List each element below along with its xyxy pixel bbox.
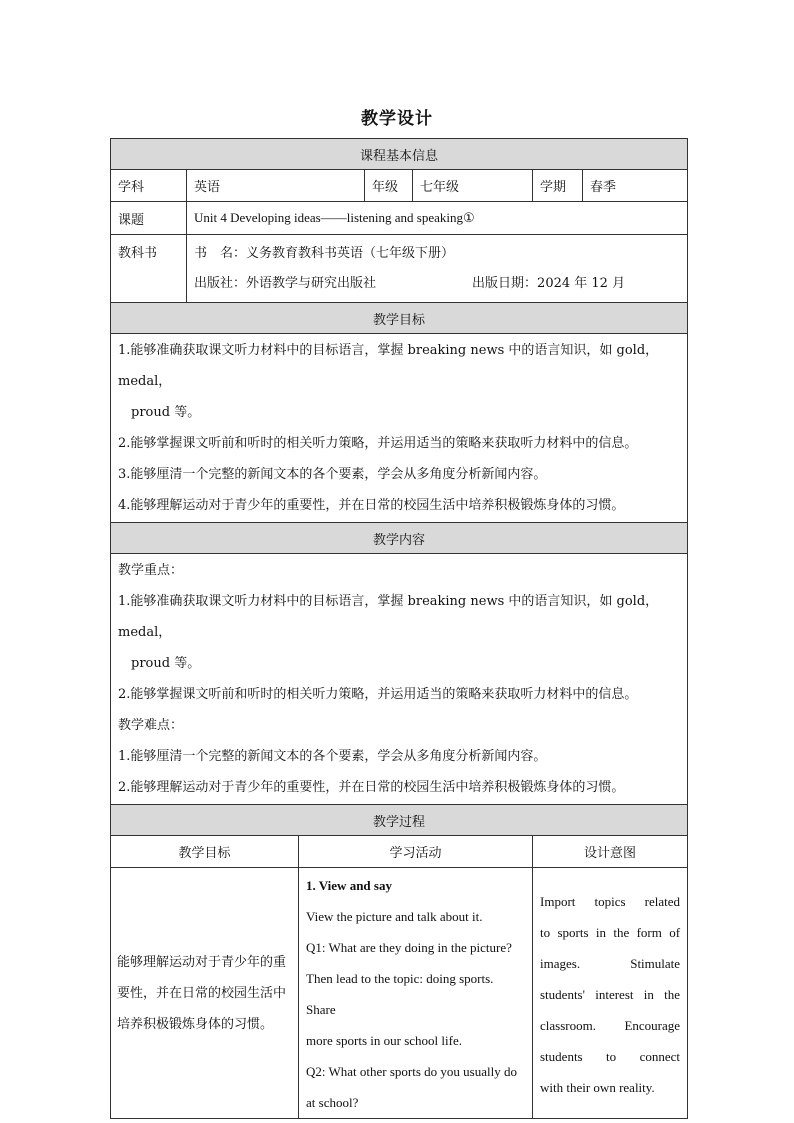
objective-item-cont: proud 等。 bbox=[131, 405, 201, 420]
publisher: 外语教学与研究出版社 bbox=[246, 275, 377, 291]
intent-line: students to connect bbox=[540, 1048, 681, 1064]
difficult-point-item: 1.能够厘清一个完整的新闻文本的各个要素，学会从多角度分析新闻内容。 bbox=[118, 749, 547, 764]
activity-line: View the picture and talk about it. bbox=[306, 909, 483, 924]
textbook-info bbox=[187, 235, 688, 303]
section-header-objectives: 教学目标 bbox=[111, 303, 688, 334]
process-col-activity: 学习活动 bbox=[299, 836, 533, 868]
publisher-line bbox=[194, 269, 680, 299]
difficult-point-item: 2.能够理解运动对于青少年的重要性，并在日常的校园生活中培养积极锻炼身体的习惯。 bbox=[118, 780, 625, 795]
intent-line: to sports in the form of bbox=[540, 924, 681, 940]
objective-item: 1.能够准确获取课文听力材料中的目标语言，掌握 breaking news 中的语言知识，如 gold，medal， bbox=[118, 343, 659, 389]
activity-line: Then lead to the topic: doing sports. Share bbox=[306, 971, 494, 1017]
content-block bbox=[111, 554, 688, 805]
textbook-label: 教科书 bbox=[111, 235, 187, 303]
grade-label: 年级 bbox=[365, 170, 413, 202]
activity-line: Q1: What are they doing in the picture? bbox=[306, 940, 512, 955]
term-value: 春季 bbox=[583, 170, 688, 202]
topic-value: Unit 4 Developing ideas——listening and speaking① bbox=[187, 202, 688, 235]
process-goal-text: 能够理解运动对于青少年的重要性，并在日常的校园生活中培养积极锻炼身体的习惯。 bbox=[111, 868, 299, 1119]
intent-line: classroom. Encourage bbox=[540, 1017, 681, 1033]
intent-line: with their own reality. bbox=[540, 1079, 655, 1095]
section-header-content: 教学内容 bbox=[111, 523, 688, 554]
section-header-basic-info: 课程基本信息 bbox=[111, 139, 688, 170]
book-name-line bbox=[194, 239, 680, 269]
process-col-intent: 设计意图 bbox=[533, 836, 688, 868]
topic-label: 课题 bbox=[111, 202, 187, 235]
lesson-plan-table bbox=[110, 138, 688, 1119]
process-intent bbox=[533, 868, 688, 1119]
section-header-process: 教学过程 bbox=[111, 805, 688, 836]
objective-item: 3.能够厘清一个完整的新闻文本的各个要素，学会从多角度分析新闻内容。 bbox=[118, 467, 547, 482]
objective-item: 4.能够理解运动对于青少年的重要性，并在日常的校园生活中培养积极锻炼身体的习惯。 bbox=[118, 498, 625, 513]
process-col-goal: 教学目标 bbox=[111, 836, 299, 868]
difficult-points-label: 教学难点： bbox=[118, 718, 184, 733]
activity-title: 1. View and say bbox=[306, 878, 392, 893]
activity-line: Q2: What other sports do you usually do bbox=[306, 1064, 517, 1079]
page-title: 教学设计 bbox=[361, 109, 433, 129]
objectives-list bbox=[111, 334, 688, 523]
intent-line: students' interest in the bbox=[540, 986, 681, 1002]
key-point-item: 1.能够准确获取课文听力材料中的目标语言，掌握 breaking news 中的语言知识，如 gold，medal， bbox=[118, 594, 659, 640]
key-points-label: 教学重点： bbox=[118, 563, 184, 578]
pub-date-label: 出版日期： bbox=[472, 275, 538, 291]
intent-line: images. Stimulate bbox=[540, 955, 681, 971]
subject-value: 英语 bbox=[187, 170, 365, 202]
pub-date: 2024 年 12 月 bbox=[537, 275, 626, 291]
publisher-label: 出版社： bbox=[194, 275, 247, 291]
grade-value: 七年级 bbox=[413, 170, 533, 202]
process-activity bbox=[299, 868, 533, 1119]
book-name: 义务教育教科书英语（七年级下册） bbox=[246, 245, 455, 261]
activity-line: more sports in our school life. bbox=[306, 1033, 462, 1048]
intent-line: Import topics related bbox=[540, 893, 681, 909]
objective-item: 2.能够掌握课文听前和听时的相关听力策略，并运用适当的策略来获取听力材料中的信息。 bbox=[118, 436, 638, 451]
activity-line: at school? bbox=[306, 1095, 359, 1110]
subject-label: 学科 bbox=[111, 170, 187, 202]
term-label: 学期 bbox=[533, 170, 583, 202]
book-name-label: 书 名： bbox=[194, 245, 247, 261]
key-point-item-cont: proud 等。 bbox=[131, 656, 201, 671]
key-point-item: 2.能够掌握课文听前和听时的相关听力策略，并运用适当的策略来获取听力材料中的信息。 bbox=[118, 687, 638, 702]
